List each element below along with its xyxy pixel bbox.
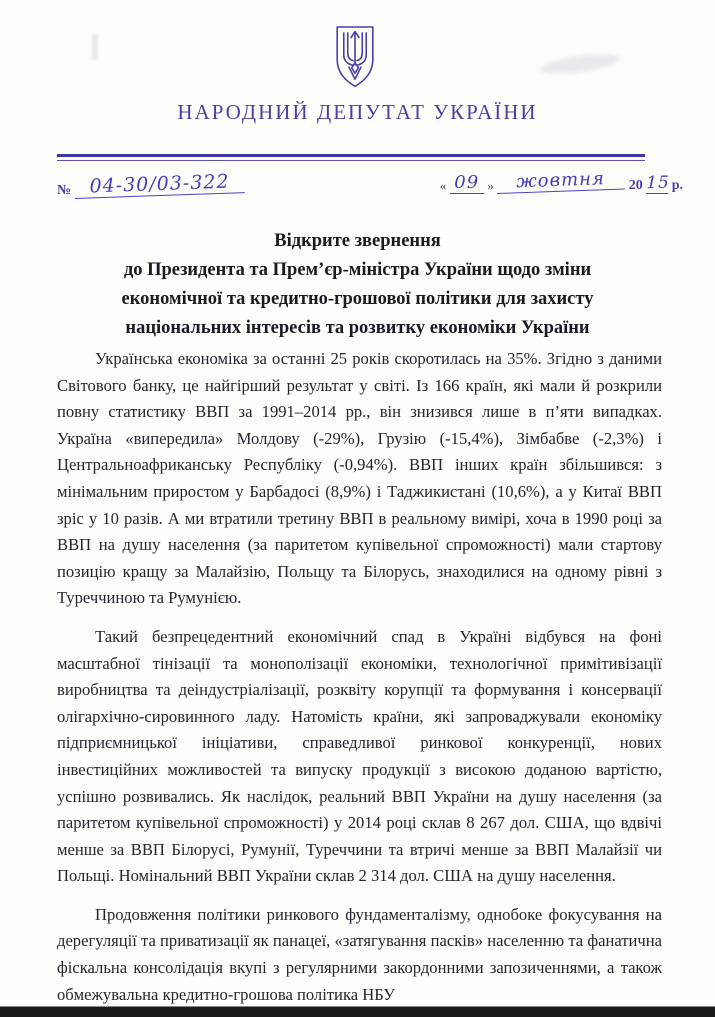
date-month-handwritten: жовтня [496, 168, 625, 194]
date-year-handwritten: 15 [646, 173, 670, 193]
number-value-handwritten: 04-30/03-322 [74, 170, 245, 199]
close-quote: » [487, 178, 494, 193]
paragraph: Українська економіка за останні 25 років скоротилась на 35%. Згідно з даними Світового банку, це найгірший результат у світі. Із 166 країн, які мали й розкрили повну статистику ВВП за 1991–2014 рр., він знизився лише в п’яти випадках. Україна «випередила» Молдову (-29%), Грузію (-15,4%), Зімбабве (-2,3%) і Центральноафриканську Республіку (-0,94%). ВВП інших країн збільшився: з мінімальним приростом у Барбадосі (8,9%) і Таджикистані (10,6%), а у Китаї ВВП зріс у 10 разів. А ми втратили третину ВВП в реальному вимірі, хоча в 1990 році за ВВП на душу населення (за паритетом купівельної спроможності) мали стартову позицію кращу за Малайзію, Польщу та Білорусь, знаходилися на одному рівні з Туреччиною та Румунією. [57, 349, 662, 608]
paragraph: Такий безпрецедентний економічний спад в Україні відбувся на фоні масштабної тінізації та монополізації економіки, технологічної примітивізації виробництва та деіндустріалізації, розквіту корупції та формування і консервації олігархічно-сировинного ладу. Натомість країни, які запроваджували економіку підприємницької ініціативи, справедливої ринкової конкуренції, нових інвестиційних можливостей та випуску продукції з високою доданою вартістю, успішно розвивались. Як наслідок, реальний ВВП України на душу населення (за паритетом купівельної спроможності) у 2014 році склав 8 267 дол. США, що вдвічі менше за ВВП Білорусі, Румунії, Туреччини та втричі менше за ВВП Малайзії чи Польщі. Номінальний ВВП України склав 2 314 дол. США на душу населення. [57, 626, 662, 886]
ukraine-tryzub-coat-of-arms-icon [333, 25, 377, 91]
scan-smudge [539, 51, 620, 78]
open-quote: « [439, 178, 447, 193]
title-line: економічної та кредитно-грошової політики для захисту [121, 289, 594, 309]
document-title [40, 227, 675, 343]
reference-row [57, 166, 685, 208]
document-body [57, 346, 662, 1017]
date-day-handwritten: 09 [450, 172, 484, 194]
document-date [439, 168, 683, 194]
year-unit: р. [671, 178, 683, 193]
document-number [57, 170, 245, 199]
title-line: національних інтересів та розвитку економіки України [125, 318, 590, 338]
year-prefix: 20 [628, 178, 643, 193]
letterhead-divider [57, 154, 645, 163]
scan-bottom-edge [0, 1006, 715, 1017]
scan-smudge [92, 34, 98, 60]
paragraph: Продовження політики ринкового фундаменталізму, однобоке фокусування на дерегуляції та приватизації як панацеї, «затягування пасків» населенню та фанатична фіскальна консолідація вкупі з регулярними закордонними запозиченнями, а також обмежувальна кредитно-грошова політика НБУ [57, 904, 662, 1004]
title-line: Відкрите звернення [274, 231, 441, 251]
title-line: до Президента та Прем’єр-міністра України щодо зміни [123, 260, 592, 280]
number-label: № [57, 183, 72, 198]
letterhead-title: НАРОДНИЙ ДЕПУТАТ УКРАЇНИ [177, 100, 538, 124]
